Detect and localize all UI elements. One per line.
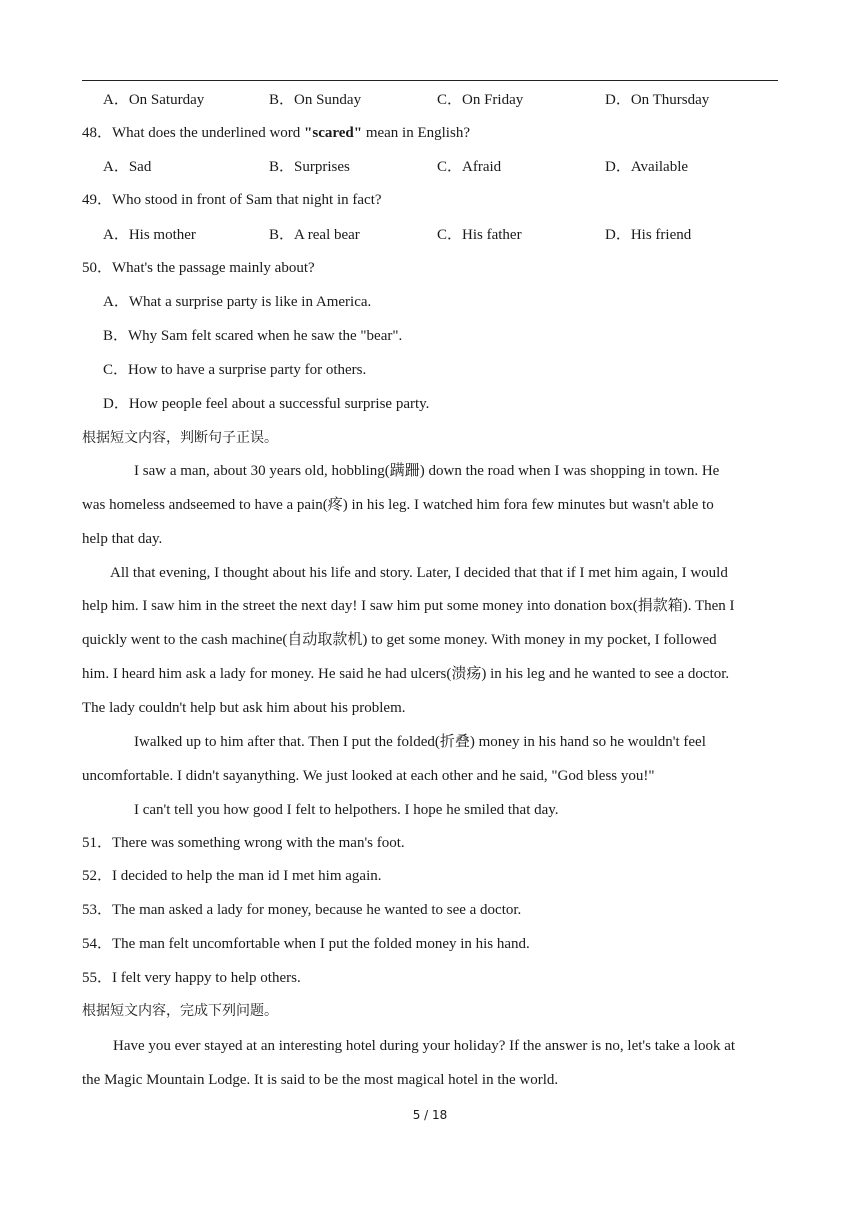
q49-question: 49．Who stood in front of Sam that night in fact? <box>82 192 382 208</box>
q49-option-d[interactable]: D．His friend <box>605 227 692 243</box>
q50-question: 50．What's the passage mainly about? <box>82 260 315 276</box>
q48-keyword: "scared" <box>304 125 363 141</box>
q48-suffix: mean in English? <box>362 125 470 141</box>
passage-line: The lady couldn't help but ask him about his problem. <box>82 700 406 716</box>
header-rule <box>82 80 778 81</box>
statement-51: 51．There was something wrong with the man's foot. <box>82 835 405 851</box>
passage-line: Have you ever stayed at an interesting hotel during your holiday? If the answer is no, let's take a look at <box>113 1038 736 1054</box>
q50-option-b[interactable]: B．Why Sam felt scared when he saw the "bear". <box>103 328 403 344</box>
section3-instruction: 根据短文内容，完成下列问题。 <box>82 1003 278 1019</box>
passage-line: quickly went to the cash machine(自动取款机) to get some money. With money in my pocket, I followed <box>82 632 717 648</box>
passage-line: All that evening, I thought about his life and story. Later, I decided that that if I met him again, I would <box>110 565 728 581</box>
q48-option-b[interactable]: B．Surprises <box>269 159 350 175</box>
passage-line: help that day. <box>82 531 163 547</box>
passage-line: him. I heard him ask a lady for money. He said he had ulcers(溃疡) in his leg and he wanted to see a doctor. <box>82 666 730 682</box>
passage-line: was homeless andseemed to have a pain(疼) in his leg. I watched him fora few minutes but wasn't able to <box>82 497 714 513</box>
passage-line: the Magic Mountain Lodge. It is said to be the most magical hotel in the world. <box>82 1072 559 1088</box>
statement-55: 55．I felt very happy to help others. <box>82 970 301 986</box>
section2-instruction: 根据短文内容，判断句子正误。 <box>82 430 278 446</box>
q47-option-b[interactable]: B．On Sunday <box>269 92 362 108</box>
statement-54: 54．The man felt uncomfortable when I put the folded money in his hand. <box>82 936 530 952</box>
q49-option-b[interactable]: B．A real bear <box>269 227 360 243</box>
q47-option-a[interactable]: A．On Saturday <box>103 92 205 108</box>
passage-line: Iwalked up to him after that. Then I put the folded(折叠) money in his hand so he wouldn't feel <box>134 734 706 750</box>
q50-option-c[interactable]: C．How to have a surprise party for others. <box>103 362 367 378</box>
q47-option-c[interactable]: C．On Friday <box>437 92 524 108</box>
passage-line: I can't tell you how good I felt to helpothers. I hope he smiled that day. <box>134 802 559 818</box>
passage-line: I saw a man, about 30 years old, hobbling(蹒跚) down the road when I was shopping in town. He <box>134 463 720 479</box>
q48-option-a[interactable]: A．Sad <box>103 159 152 175</box>
q48-question <box>82 123 470 143</box>
statement-52: 52．I decided to help the man id I met him again. <box>82 868 382 884</box>
q49-option-a[interactable]: A．His mother <box>103 227 196 243</box>
page-number: 5 / 18 <box>412 1108 448 1122</box>
statement-53: 53．The man asked a lady for money, because he wanted to see a doctor. <box>82 902 522 918</box>
q48-prefix: 48．What does the underlined word <box>82 125 305 141</box>
q48-option-d[interactable]: D．Available <box>605 159 689 175</box>
q47-option-d[interactable]: D．On Thursday <box>605 92 710 108</box>
q50-option-d[interactable]: D．How people feel about a successful surprise party. <box>103 396 430 412</box>
q50-option-a[interactable]: A．What a surprise party is like in America. <box>103 294 372 310</box>
q49-option-c[interactable]: C．His father <box>437 227 522 243</box>
q48-option-c[interactable]: C．Afraid <box>437 159 502 175</box>
passage-line: help him. I saw him in the street the next day! I saw him put some money into donation box(捐款箱). Then I <box>82 598 735 614</box>
passage-line: uncomfortable. I didn't sayanything. We just looked at each other and he said, "God bless you!" <box>82 768 655 784</box>
